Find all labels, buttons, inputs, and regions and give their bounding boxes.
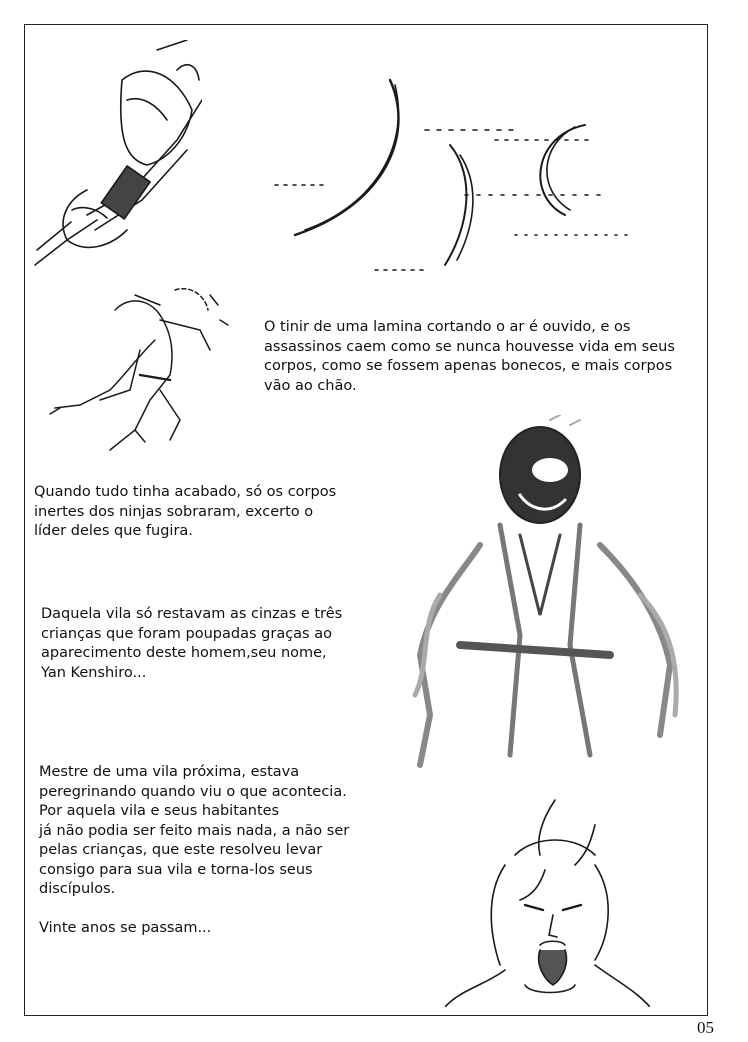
master-portrait-illustration xyxy=(445,795,650,1007)
blade-slash-illustration xyxy=(265,75,660,280)
sword-grip-illustration xyxy=(27,40,202,270)
page-number: 05 xyxy=(697,1018,714,1037)
falling-ninja-illustration xyxy=(40,280,240,455)
caption-survivors: Daquela vila só restavam as cinzas e três crianças que foram poupadas graças ao aparecimento deste homem,seu nome, Yan Kenshiro... xyxy=(41,606,343,681)
masked-ninja-leader-illustration xyxy=(400,415,700,775)
caption-master-story: Mestre de uma vila próxima, estava peregrinando quando viu o que acontecia. Por aquela vila e seus habitantes já não podia ser feito mais nada, a não ser pelas crianças, que este resolveu levar consigo para sua vila e torna-los seus discípulos. Vinte anos se passam... xyxy=(39,764,350,936)
caption-blade-sound: O tinir de uma lamina cortando o ar é ouvido, e os assassinos caem como se nunca houvesse vida em seus corpos, como se fossem apenas bonecos, e mais corpos vão ao chão. xyxy=(264,319,675,394)
caption-aftermath: Quando tudo tinha acabado, só os corpos inertes dos ninjas sobraram, excerto o líder deles que fugira. xyxy=(34,484,337,539)
